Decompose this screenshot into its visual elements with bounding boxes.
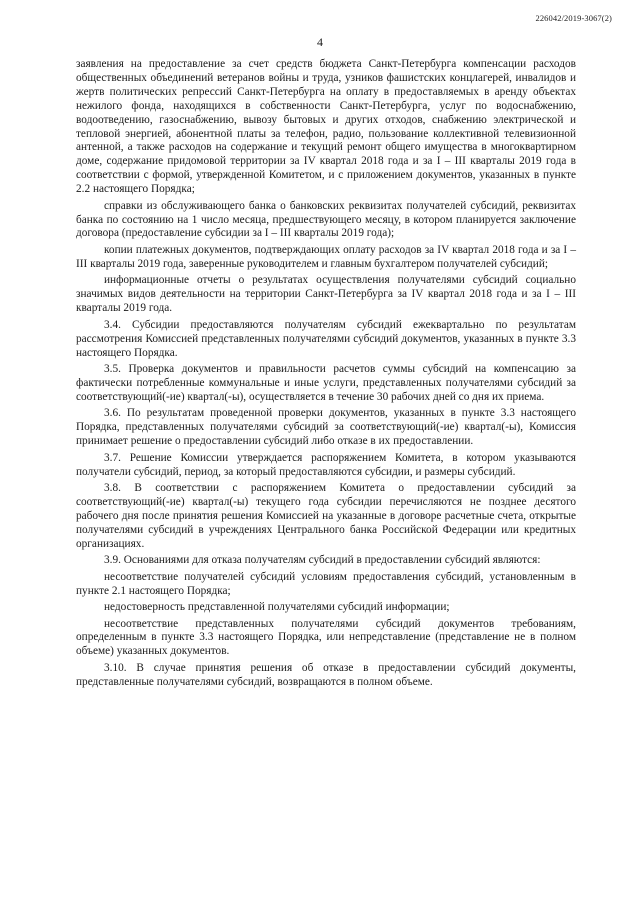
paragraph-application-continuation: заявления на предоставление за счет средств бюджета Санкт-Петербурга компенсации расходов общественных объединений ветеранов войны и труда, узников фашистских концлагерей, инвалидов и жертв политических репрессий Санкт-Петербурга на оплату в предоставляемых в аренду объектах нежилого фонда, находящихся в собственности Санкт-Петербурга, услуг по водоснабжению, водоотведению, газоснабжению, вывозу бытовых и других отходов, снабжению электрической и тепловой энергией, абонентной платы за телефон, радио, пользование коллективной телевизионной антенной, а также расходов на содержание и текущий ремонт общего имущества в многоквартирном доме, содержание придомовой территории за IV квартал 2018 года и за I – III кварталы 2019 года в соответствии с формой, утвержденной Комитетом, и с приложением документов, указанных в пункте 2.2 настоящего Порядка; bbox=[76, 58, 576, 196]
document-registration-number: 226042/2019-3067(2) bbox=[535, 13, 612, 23]
paragraph-3-7: 3.7. Решение Комиссии утверждается распоряжением Комитета, в котором указываются получатели субсидий, период, за который предоставляются субсидии, и размеры субсидий. bbox=[76, 451, 576, 478]
paragraph-refusal-ground-2: недостоверность представленной получателями субсидий информации; bbox=[104, 601, 450, 614]
page-number: 4 bbox=[317, 35, 323, 49]
paragraph-3-9: 3.9. Основаниями для отказа получателям субсидий в предоставлении субсидий являются: bbox=[104, 554, 541, 567]
paragraph-3-4: 3.4. Субсидии предоставляются получателям субсидий ежеквартально по результатам рассмотрения Комиссией представленных получателями субсидий документов, указанных в пункте 3.3 настоящего Порядка. bbox=[76, 318, 576, 359]
paragraph-3-5: 3.5. Проверка документов и правильности расчетов суммы субсидий на компенсацию за фактически потребленные коммунальные и иные услуги, представленных получателями субсидий за соответствующий(-ие) квартал(-ы), осуществляется в течение 30 рабочих дней со дня их приема. bbox=[76, 363, 576, 403]
document-body bbox=[76, 58, 576, 692]
paragraph-information-reports: информационные отчеты о результатах осуществления получателями субсидий социально значимых видов деятельности на территории Санкт-Петербурга за IV квартал 2018 года и за I – III кварталы 2019 года. bbox=[76, 274, 576, 315]
paragraph-3-10: 3.10. В случае принятия решения об отказе в предоставлении субсидий документы, представленные получателями субсидий, возвращаются в полном объеме. bbox=[76, 661, 576, 688]
paragraph-payment-copies: копии платежных документов, подтверждающих оплату расходов за IV квартал 2018 года и за I – III кварталы 2019 года, заверенные руководителем и главным бухгалтером получателей субсидий; bbox=[76, 243, 576, 270]
paragraph-3-6: 3.6. По результатам проведенной проверки документов, указанных в пункте 3.3 настоящего Порядка, представленных получателями субсидий за соответствующий(-ие) квартал(-ы), Комиссия принимает решение о предоставлении субсидий либо отказе в их предоставлении. bbox=[76, 407, 576, 448]
paragraph-refusal-ground-1: несоответствие получателей субсидий условиям предоставления субсидий, установленным в пункте 2.1 настоящего Порядка; bbox=[76, 570, 576, 597]
paragraph-3-8: 3.8. В соответствии с распоряжением Комитета о предоставлении субсидий за соответствующий(-ие) квартал(-ы) текущего года субсидии перечисляются не позднее десятого рабочего дня после принятия решения Комиссией на указанные в договоре расчетные счета, открытые получателями субсидий в учреждениях Центрального банка Российской Федерации или кредитных организациях. bbox=[76, 482, 576, 550]
paragraph-bank-details: справки из обслуживающего банка о банковских реквизитах получателей субсидий, реквизитах банка по состоянию на 1 число месяца, предшествующего месяцу, в котором планируется заключение договора (предоставление субсидии за I – III кварталы 2019 года); bbox=[76, 199, 576, 240]
paragraph-refusal-ground-3: несоответствие представленных получателями субсидий документов требованиям, определенным в пункте 3.3 настоящего Порядка, или непредставление (представление не в полном объеме) указанных документов. bbox=[76, 617, 576, 658]
